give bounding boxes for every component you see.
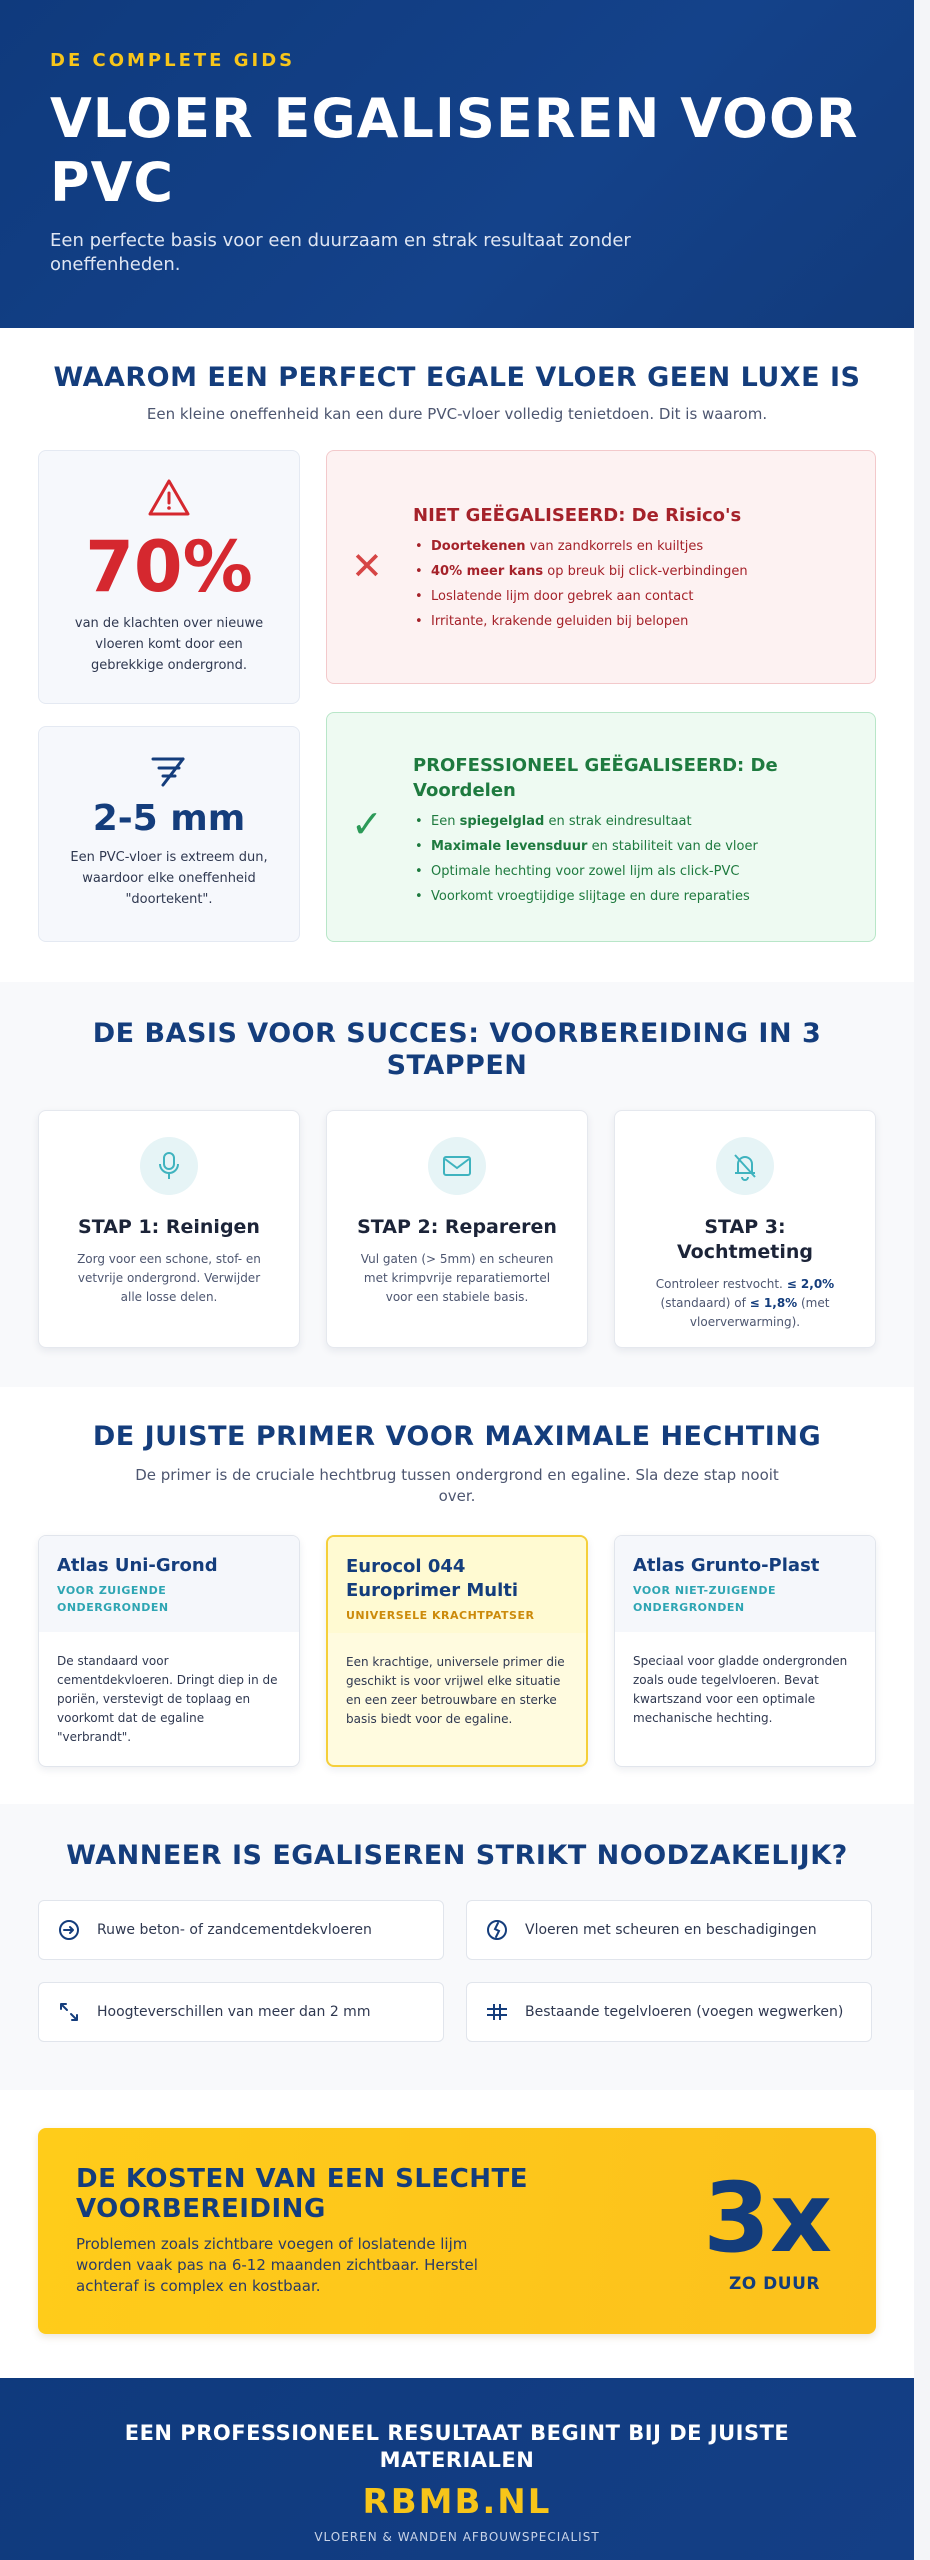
primer-text: Een krachtige, universele primer die geschikt is voor vrijwel elke situatie en een zeer betrouwbare en sterke basis biedt voor de egaline. xyxy=(346,1655,565,1726)
steps-title: DE BASIS VOOR SUCCES: VOORBEREIDING IN 3 STAPPEN xyxy=(92,1018,822,1081)
tile-grid-icon xyxy=(485,2001,509,2023)
cost-text: Problemen zoals zichtbare voegen of loslatende lijm worden vaak pas na 6-12 maanden zichtbaar. Herstel achteraf is complex en kostbaar. xyxy=(76,2235,478,2295)
primer-name: Atlas Grunto-Plast xyxy=(633,1555,820,1576)
when-title: WANNEER IS EGALISEREN STRIKT NOODZAKELIJK? xyxy=(66,1840,848,1871)
primer-name: Atlas Uni-Grond xyxy=(57,1555,218,1576)
when-item-height-diff xyxy=(38,1982,444,2042)
primer-card-europrimer xyxy=(326,1535,588,1767)
stat-card-complaints xyxy=(38,450,300,704)
steps-section xyxy=(0,982,914,1387)
stat-value-thickness: 2-5 mm xyxy=(92,798,246,839)
when-item-cracks xyxy=(466,1900,872,1960)
footer-brand[interactable]: RBMB.NL xyxy=(362,2482,552,2522)
primer-card-uni-grond xyxy=(38,1535,300,1767)
page-title: VLOER EGALISEREN VOOR PVC xyxy=(50,87,859,214)
primer-subtitle: De primer is de cruciale hechtbrug tussen ondergrond en egaline. Sla deze stap nooit over. xyxy=(135,1466,779,1505)
primer-tag: UNIVERSELE KRACHTPATSER xyxy=(346,1609,535,1622)
footer-tagline: VLOEREN & WANDEN AFBOUWSPECIALIST xyxy=(314,2530,600,2544)
bell-slash-icon xyxy=(731,1151,759,1181)
hero-header xyxy=(0,0,914,328)
crack-icon xyxy=(486,1919,508,1941)
step-text: Zorg voor een schone, stof- en vetvrije ondergrond. Verwijder alle losse delen. xyxy=(77,1252,261,1304)
hero-subtitle: Een perfecte basis voor een duurzaam en strak resultaat zonder oneffenheden. xyxy=(50,230,631,275)
arrow-circle-icon xyxy=(58,1919,80,1941)
list-item: • Een spiegelglad en strak eindresultaat xyxy=(413,809,855,834)
footer xyxy=(0,2378,914,2560)
primer-title: DE JUISTE PRIMER VOOR MAXIMALE HECHTING xyxy=(92,1421,822,1452)
primer-text: De standaard voor cementdekvloeren. Dringt diep in de poriën, verstevigt de toplaag en voorkomt dat de egaline "verbrandt". xyxy=(57,1654,278,1744)
risks-card xyxy=(326,450,876,684)
step-title: STAP 1: Reinigen xyxy=(78,1216,260,1238)
list-item: • Irritante, krakende geluiden bij belopen xyxy=(413,609,855,634)
hero-kicker: DE COMPLETE GIDS xyxy=(50,50,296,71)
footer-title: EEN PROFESSIONEEL RESULTAAT BEGINT BIJ DE JUISTE MATERIALEN xyxy=(124,2421,790,2472)
when-item-tiles xyxy=(466,1982,872,2042)
when-text: Hoogteverschillen van meer dan 2 mm xyxy=(97,2004,371,2020)
list-item: • 40% meer kans op breuk bij click-verbindingen xyxy=(413,559,855,584)
step-card-clean xyxy=(38,1110,300,1348)
cost-multiplier-label: ZO DUUR xyxy=(728,2274,820,2294)
step-card-repair xyxy=(326,1110,588,1348)
when-text: Vloeren met scheuren en beschadigingen xyxy=(525,1922,817,1938)
primer-text: Speciaal voor gladde ondergronden zoals oude tegelvloeren. Bevat kwartszand voor een optimale mechanische hechting. xyxy=(633,1654,848,1725)
benefits-title: PROFESSIONEEL GEËGALISEERD: De Voordelen xyxy=(413,755,778,801)
primer-card-grunto-plast xyxy=(614,1535,876,1767)
when-text: Ruwe beton- of zandcementdekvloeren xyxy=(97,1922,372,1938)
level-icon xyxy=(149,753,189,789)
when-text: Bestaande tegelvloeren (voegen wegwerken) xyxy=(525,2004,844,2020)
step-text: Controleer restvocht. ≤ 2,0% (standaard) of ≤ 1,8% (met vloerverwarming). xyxy=(655,1277,835,1329)
stat-card-thickness xyxy=(38,726,300,942)
cost-section xyxy=(0,2090,914,2378)
step-title: STAP 3: Vochtmeting xyxy=(677,1216,813,1263)
why-title: WAAROM EEN PERFECT EGALE VLOER GEEN LUXE IS xyxy=(53,362,861,393)
cost-title: DE KOSTEN VAN EEN SLECHTE VOORBEREIDING xyxy=(76,2164,529,2224)
list-item: • Optimale hechting voor zowel lijm als click-PVC xyxy=(413,859,855,884)
microphone-icon xyxy=(156,1151,182,1181)
list-item: • Voorkomt vroegtijdige slijtage en dure reparaties xyxy=(413,884,855,909)
check-icon: ✓ xyxy=(351,802,383,846)
warning-triangle-icon xyxy=(146,477,192,519)
stat-text-thickness: Een PVC-vloer is extreem dun, waardoor elke oneffenheid "doortekent". xyxy=(70,850,268,907)
why-section xyxy=(0,328,914,982)
list-item: • Doortekenen van zandkorrels en kuiltjes xyxy=(413,534,855,559)
list-item: • Loslatende lijm door gebrek aan contact xyxy=(413,584,855,609)
list-item: • Maximale levensduur en stabiliteit van de vloer xyxy=(413,834,855,859)
risks-title: NIET GEËGALISEERD: De Risico's xyxy=(413,505,742,526)
primer-tag: VOOR ZUIGENDE ONDERGRONDEN xyxy=(57,1584,169,1614)
expand-arrows-icon xyxy=(58,2001,80,2023)
cost-banner xyxy=(38,2128,876,2334)
x-icon: ✕ xyxy=(351,544,383,588)
step-card-moisture xyxy=(614,1110,876,1348)
when-item-concrete xyxy=(38,1900,444,1960)
cost-multiplier: 3x xyxy=(703,2162,832,2274)
primer-name: Eurocol 044 Europrimer Multi xyxy=(346,1556,519,1601)
benefits-card xyxy=(326,712,876,942)
stat-value-complaints: 70% xyxy=(85,526,253,608)
side-gutter xyxy=(914,0,930,2560)
risks-list xyxy=(413,534,855,634)
when-section xyxy=(0,1804,914,2090)
step-title: STAP 2: Repareren xyxy=(357,1216,557,1238)
primer-tag: VOOR NIET-ZUIGENDE ONDERGRONDEN xyxy=(633,1584,776,1614)
envelope-icon xyxy=(442,1154,472,1178)
step-text: Vul gaten (> 5mm) en scheuren met krimpvrije reparatiemortel voor een stabiele basis. xyxy=(360,1252,554,1304)
primer-section xyxy=(0,1387,914,1804)
stat-text-complaints: van de klachten over nieuwe vloeren komt door een gebrekkige ondergrond. xyxy=(74,616,264,673)
why-subtitle: Een kleine oneffenheid kan een dure PVC-vloer volledig tenietdoen. Dit is waarom. xyxy=(146,405,768,423)
benefits-list xyxy=(413,809,855,909)
